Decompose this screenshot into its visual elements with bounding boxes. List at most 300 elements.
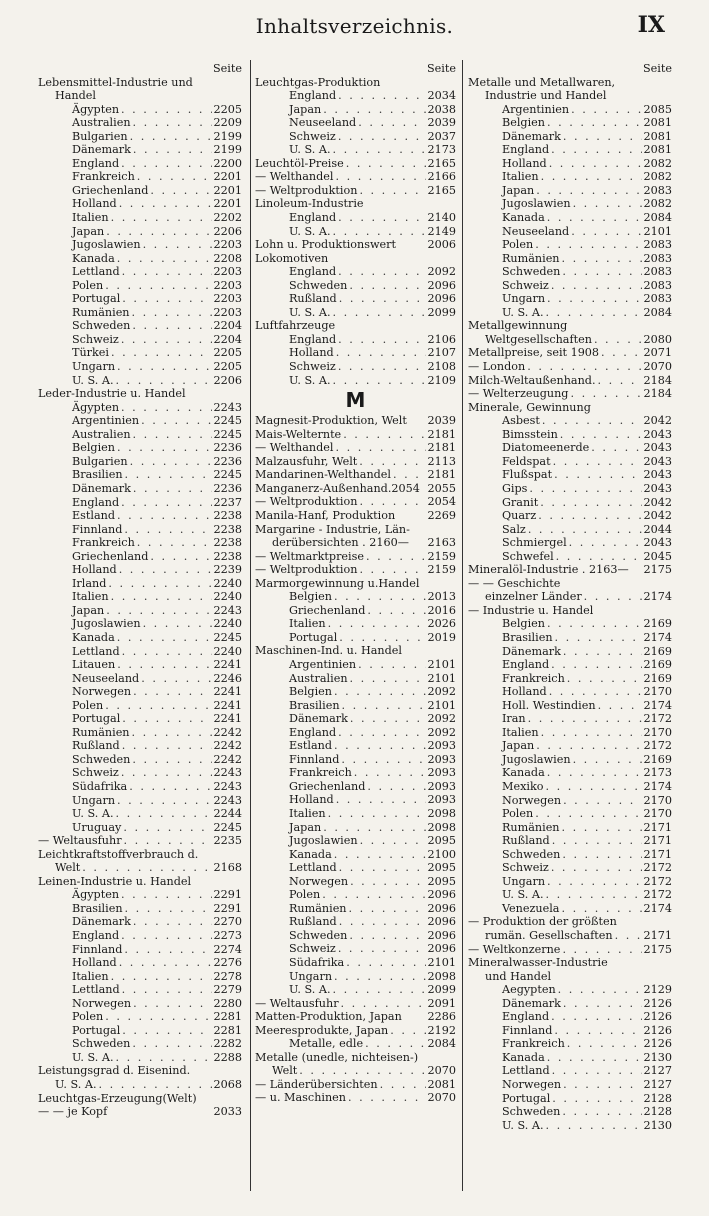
index-entry — [38, 753, 242, 767]
index-entry — [468, 225, 672, 239]
index-entry — [38, 875, 242, 889]
entry-label: England — [502, 143, 550, 157]
entry-page-number: 2095 — [427, 874, 456, 888]
dot-leader — [123, 821, 211, 835]
entry-label: Japan — [72, 603, 105, 617]
entry-label: Leuchtöl-Preise — [255, 156, 344, 170]
index-entry — [468, 523, 672, 537]
index-entry — [255, 915, 456, 929]
index-entry — [468, 1092, 672, 1106]
dot-leader — [99, 1078, 212, 1092]
entry-page-number: 2095 — [427, 861, 456, 875]
entry-page-number: 2098 — [427, 969, 456, 983]
index-entry — [38, 943, 242, 957]
entry-label: Brasilien — [289, 698, 340, 712]
entry-page-number: 2181 — [427, 441, 456, 455]
entry-label: Belgien — [502, 617, 545, 631]
index-entry — [38, 604, 242, 618]
entry-page-number: 2238 — [213, 509, 242, 523]
entry-label: Bulgarien — [72, 454, 128, 468]
dot-leader — [367, 780, 425, 794]
dot-leader — [106, 225, 211, 239]
entry-label: Frankreich — [289, 766, 352, 780]
index-entry — [468, 685, 672, 699]
entry-page-number: 2206 — [213, 373, 242, 387]
dot-leader — [338, 89, 425, 103]
entry-label: Schweiz — [502, 861, 549, 875]
index-entry — [468, 821, 672, 835]
entry-label: Manila-Hanf, Produktion — [255, 508, 396, 522]
dot-leader — [367, 604, 425, 618]
entry-page-number: 2245 — [213, 630, 242, 644]
entry-label: Neuseeland — [502, 224, 570, 238]
entry-label: England — [72, 156, 120, 170]
index-entry — [468, 617, 672, 631]
index-entry — [255, 143, 456, 157]
entry-page-number: 2013 — [427, 590, 456, 604]
dot-leader — [551, 279, 642, 293]
dot-leader — [359, 184, 425, 198]
entry-page-number: 2281 — [213, 1010, 242, 1024]
entry-label: Belgien — [72, 441, 115, 455]
dot-leader — [335, 441, 425, 455]
index-entry — [255, 929, 456, 943]
entry-label: Finnland — [502, 1023, 553, 1037]
entry-page-number: 2205 — [213, 360, 242, 374]
index-entry — [38, 1092, 242, 1106]
dot-leader — [323, 821, 425, 835]
entry-page-number: 2273 — [213, 929, 242, 942]
entry-label: Dänemark — [502, 996, 561, 1010]
dot-leader — [333, 225, 426, 239]
dot-leader — [143, 238, 212, 252]
index-entry — [468, 333, 672, 347]
index-entry — [38, 739, 242, 753]
index-entry — [255, 279, 456, 293]
dot-leader — [538, 509, 641, 523]
entry-page-number: 2174 — [643, 630, 672, 644]
index-entry — [38, 550, 242, 564]
entry-page-number: 2201 — [213, 197, 242, 211]
entry-label: U. S. A. — [72, 373, 114, 387]
entry-page-number: 2172 — [643, 739, 672, 753]
index-entry — [38, 265, 242, 279]
dot-leader — [124, 834, 212, 848]
dot-leader — [117, 794, 211, 808]
index-entry — [38, 1078, 242, 1092]
dot-leader — [556, 550, 642, 564]
dot-leader — [132, 319, 211, 333]
index-entry — [38, 848, 242, 862]
entry-page-number: 2042 — [643, 414, 672, 428]
dot-leader — [121, 766, 212, 780]
dot-leader — [390, 1024, 425, 1038]
index-entry — [468, 658, 672, 672]
entry-page-number: 2240 — [213, 576, 242, 590]
entry-page-number: 2201 — [213, 170, 242, 184]
dot-leader — [334, 739, 425, 753]
entry-page-number: 2286 — [427, 1010, 456, 1024]
entry-label: Kanada — [502, 211, 545, 225]
index-entry — [38, 970, 242, 984]
entry-page-number: 2026 — [427, 617, 456, 631]
entry-label: — Länderübersichten — [255, 1077, 378, 1091]
dot-leader — [536, 184, 641, 198]
dot-leader — [328, 617, 426, 631]
dot-leader — [111, 590, 212, 604]
entry-page-number: 2173 — [643, 766, 672, 780]
dot-leader — [542, 414, 642, 428]
entry-page-number: 2174 — [643, 698, 672, 712]
entry-page-number: 2276 — [213, 956, 242, 970]
index-entry — [255, 428, 456, 442]
dot-leader — [124, 523, 211, 537]
entry-label: Schweden — [289, 928, 348, 942]
dot-leader — [359, 495, 425, 509]
entry-page-number: 2204 — [213, 319, 242, 333]
entry-page-number: 2068 — [213, 1078, 242, 1092]
dot-leader — [130, 130, 212, 144]
index-entry — [468, 374, 672, 388]
entry-page-number: 2171 — [643, 820, 672, 834]
entry-page-number: 2205 — [213, 102, 242, 116]
index-entry — [255, 1024, 456, 1038]
entry-page-number: 2081 — [427, 1077, 456, 1091]
entry-label: Rumänien — [289, 901, 347, 915]
entry-label: Margarine - Industrie, Län- — [255, 522, 410, 536]
index-entry — [255, 211, 456, 225]
index-entry — [468, 211, 672, 225]
index-entry — [38, 89, 242, 103]
index-entry — [38, 983, 242, 997]
entry-page-number: 2241 — [213, 698, 242, 712]
dot-leader — [346, 157, 426, 171]
entry-page-number: 2070 — [643, 360, 672, 374]
index-entry — [38, 414, 242, 428]
dot-leader — [338, 265, 425, 279]
dot-leader — [334, 685, 426, 699]
index-entry — [255, 577, 456, 591]
dot-leader — [137, 170, 212, 184]
dot-leader — [336, 793, 426, 807]
entry-label: Griechenland — [72, 183, 149, 197]
index-entry — [38, 319, 242, 333]
dot-leader — [122, 645, 212, 659]
dot-leader — [551, 861, 642, 875]
dot-leader — [141, 672, 211, 686]
entry-page-number: 2034 — [427, 89, 456, 103]
dot-leader — [133, 997, 211, 1011]
index-entry — [38, 563, 242, 577]
column-divider — [250, 60, 251, 1191]
entry-label: Holland — [72, 563, 117, 577]
entry-page-number: 2149 — [427, 224, 456, 238]
entry-label: Metalle (unedle, nichteisen-) — [255, 1050, 419, 1064]
dot-leader — [598, 699, 642, 713]
dot-leader — [116, 807, 212, 821]
entry-label: England — [502, 1010, 550, 1024]
entry-label: U. S. A. — [502, 305, 544, 319]
entry-page-number: 2240 — [213, 644, 242, 658]
entry-label: Polen — [72, 1010, 104, 1024]
entry-label: Griechenland — [289, 779, 366, 793]
entry-page-number: 2128 — [643, 1105, 672, 1119]
entry-page-number: 2098 — [427, 820, 456, 834]
dot-leader — [535, 807, 641, 821]
index-entry — [468, 739, 672, 753]
index-entry — [38, 726, 242, 740]
index-entry — [38, 238, 242, 252]
entry-page-number: 2092 — [427, 685, 456, 699]
dot-leader — [105, 279, 211, 293]
index-entry — [468, 699, 672, 713]
entry-label: Norwegen — [289, 874, 349, 888]
dot-leader — [571, 103, 641, 117]
dot-leader — [339, 915, 426, 929]
index-entry — [468, 875, 672, 889]
dot-leader — [111, 970, 212, 984]
index-entry — [38, 428, 242, 442]
entry-label: Rumänien — [502, 251, 560, 265]
index-entry — [255, 170, 456, 184]
index-entry — [468, 834, 672, 848]
entry-page-number: 2243 — [213, 766, 242, 780]
entry-label: Jugoslawien — [289, 834, 358, 848]
entry-label: Schweden — [72, 1037, 131, 1051]
entry-label: Frankreich — [502, 1037, 565, 1051]
entry-label: Portugal — [502, 1091, 551, 1105]
dot-leader — [529, 482, 641, 496]
entry-label: — Weltausfuhr — [255, 996, 339, 1010]
entry-page-number: 2236 — [213, 454, 242, 468]
index-entry — [255, 712, 456, 726]
index-entry — [38, 929, 242, 943]
entry-label: — Weltkonzerne — [468, 942, 561, 956]
entry-page-number: 2172 — [643, 888, 672, 902]
entry-label: Dänemark — [72, 915, 131, 929]
entry-page-number: 2204 — [213, 332, 242, 346]
dot-leader — [334, 848, 426, 862]
entry-page-number: 2043 — [643, 468, 672, 482]
entry-label: Belgien — [502, 116, 545, 130]
index-entry — [468, 577, 672, 591]
dot-leader — [117, 360, 211, 374]
index-entry — [38, 1051, 242, 1065]
entry-label: Italien — [289, 617, 326, 631]
dot-leader — [547, 875, 641, 889]
index-entry — [255, 157, 456, 171]
index-entry — [38, 672, 242, 686]
index-entry — [255, 997, 456, 1011]
dot-leader — [338, 211, 425, 225]
entry-label: Schweiz — [289, 942, 336, 956]
entry-label: Handel — [55, 89, 96, 103]
entry-page-number: 2174 — [643, 901, 672, 915]
dot-leader — [342, 699, 426, 713]
index-entry — [38, 482, 242, 496]
dot-leader — [141, 414, 211, 428]
entry-page-number: 2096 — [427, 888, 456, 902]
entry-label: Südafrika — [289, 956, 345, 969]
index-entry — [468, 319, 672, 333]
entry-label: Ägypten — [72, 102, 120, 116]
entry-page-number: 2171 — [643, 834, 672, 848]
index-entry — [255, 482, 456, 496]
dot-leader — [567, 1037, 642, 1051]
dot-leader — [354, 766, 426, 780]
entry-label: — Weltproduktion — [255, 183, 358, 197]
column-header-seite: Seite — [213, 62, 242, 75]
index-entry — [255, 875, 456, 889]
dot-leader — [349, 902, 426, 916]
index-entry — [38, 184, 242, 198]
entry-page-number: 2281 — [213, 1023, 242, 1037]
dot-leader — [121, 401, 211, 415]
entry-page-number: 2172 — [643, 874, 672, 888]
entry-page-number: 2282 — [213, 1037, 242, 1051]
entry-label: Italien — [502, 170, 539, 184]
entry-label: — Weltmarktpreise — [255, 549, 364, 563]
entry-page-number: 2171 — [643, 847, 672, 861]
index-entry — [38, 401, 242, 415]
dot-leader — [339, 861, 426, 875]
entry-label: Finnland — [72, 522, 123, 536]
dot-leader — [558, 983, 642, 997]
dot-leader — [573, 197, 642, 211]
dot-leader — [133, 428, 212, 442]
index-entry — [468, 915, 672, 929]
entry-page-number: 2083 — [643, 238, 672, 252]
dot-leader — [133, 482, 212, 496]
entry-page-number: 2107 — [427, 346, 456, 360]
entry-page-number: 2092 — [427, 265, 456, 279]
entry-label: Schweden — [289, 278, 348, 292]
entry-label: und Handel — [485, 969, 552, 983]
index-entry — [38, 1010, 242, 1024]
index-entry — [255, 983, 456, 997]
index-entry — [38, 468, 242, 482]
index-entry — [468, 631, 672, 645]
index-entry — [255, 319, 456, 333]
index-entry — [255, 265, 456, 279]
entry-page-number: 2203 — [213, 265, 242, 279]
dot-leader — [551, 1010, 641, 1024]
dot-leader — [591, 441, 641, 455]
entry-label: — u. Maschinen — [255, 1091, 347, 1105]
entry-label: — — je Kopf — [38, 1105, 108, 1119]
index-entry — [468, 238, 672, 252]
entry-page-number: 2170 — [643, 807, 672, 821]
index-entry — [255, 604, 456, 618]
entry-label: Milch-Weltaußenhand. — [468, 373, 596, 387]
entry-page-number: 2172 — [643, 861, 672, 875]
dot-leader — [562, 848, 641, 862]
index-entry — [255, 89, 456, 103]
entry-page-number: 2235 — [213, 834, 242, 848]
index-entry — [255, 455, 456, 469]
entry-label: Polen — [289, 888, 321, 902]
index-entry — [255, 76, 456, 90]
index-entry — [468, 468, 672, 482]
entry-label: Türkei — [72, 346, 109, 360]
dot-leader — [350, 875, 425, 889]
entry-page-number: 2043 — [643, 454, 672, 468]
entry-page-number: 2200 — [213, 156, 242, 170]
entry-label: Estland — [289, 739, 333, 753]
dot-leader — [547, 766, 642, 780]
index-entry — [38, 1037, 242, 1051]
entry-page-number: 2241 — [213, 658, 242, 672]
entry-label: Frankreich — [72, 170, 135, 184]
entry-label: — Weltproduktion — [255, 563, 358, 577]
dot-leader — [122, 1024, 211, 1038]
entry-page-number: 2083 — [643, 265, 672, 279]
entry-page-number: 2203 — [213, 292, 242, 306]
entry-label: Brasilien — [502, 630, 553, 644]
entry-label: Gips — [502, 481, 528, 495]
index-entry — [468, 428, 672, 442]
index-entry — [468, 143, 672, 157]
entry-page-number: 2095 — [427, 834, 456, 848]
index-entry — [468, 360, 672, 374]
entry-label: Ungarn — [72, 793, 116, 807]
index-entry — [38, 225, 242, 239]
entry-label: Finnland — [72, 942, 123, 956]
entry-page-number: 2091 — [427, 996, 456, 1010]
page-number: IX — [637, 12, 665, 38]
dot-leader — [563, 1078, 641, 1092]
index-entry — [468, 807, 672, 821]
entry-label: England — [72, 495, 120, 509]
index-entry — [255, 902, 456, 916]
entry-label: Argentinien — [289, 657, 357, 671]
dot-leader — [563, 794, 641, 808]
dot-leader — [570, 387, 641, 401]
entry-page-number: 2080 — [643, 332, 672, 346]
dot-leader — [122, 983, 212, 997]
dot-leader — [365, 1037, 425, 1051]
entry-page-number: 2127 — [643, 1064, 672, 1078]
entry-page-number: 2127 — [643, 1078, 672, 1092]
entry-label: Griechenland — [72, 549, 149, 563]
dot-leader — [333, 983, 426, 997]
entry-page-number: 2101 — [427, 657, 456, 671]
index-entry — [255, 793, 456, 807]
index-entry — [468, 970, 672, 984]
index-entry — [38, 103, 242, 117]
dot-leader — [528, 712, 642, 726]
entry-label: Litauen — [72, 658, 116, 672]
index-entry — [468, 794, 672, 808]
entry-label: Welt — [272, 1064, 298, 1078]
entry-page-number: 2106 — [427, 332, 456, 346]
entry-page-number: 2242 — [213, 725, 242, 739]
dot-leader — [121, 929, 211, 943]
entry-page-number: 2084 — [643, 305, 672, 319]
index-entry — [255, 1064, 456, 1078]
index-entry — [38, 1064, 242, 1078]
entry-page-number: 2098 — [427, 806, 456, 820]
entry-page-number: 2184 — [643, 373, 672, 387]
entry-label: Japan — [502, 183, 535, 197]
dot-leader — [129, 780, 211, 794]
dot-leader — [150, 184, 211, 198]
entry-label: Japan — [289, 102, 322, 116]
entry-label: England — [289, 265, 337, 279]
entry-label: — Weltausfuhr — [38, 834, 122, 848]
entry-page-number: 2043 — [643, 427, 672, 441]
index-entry — [38, 915, 242, 929]
